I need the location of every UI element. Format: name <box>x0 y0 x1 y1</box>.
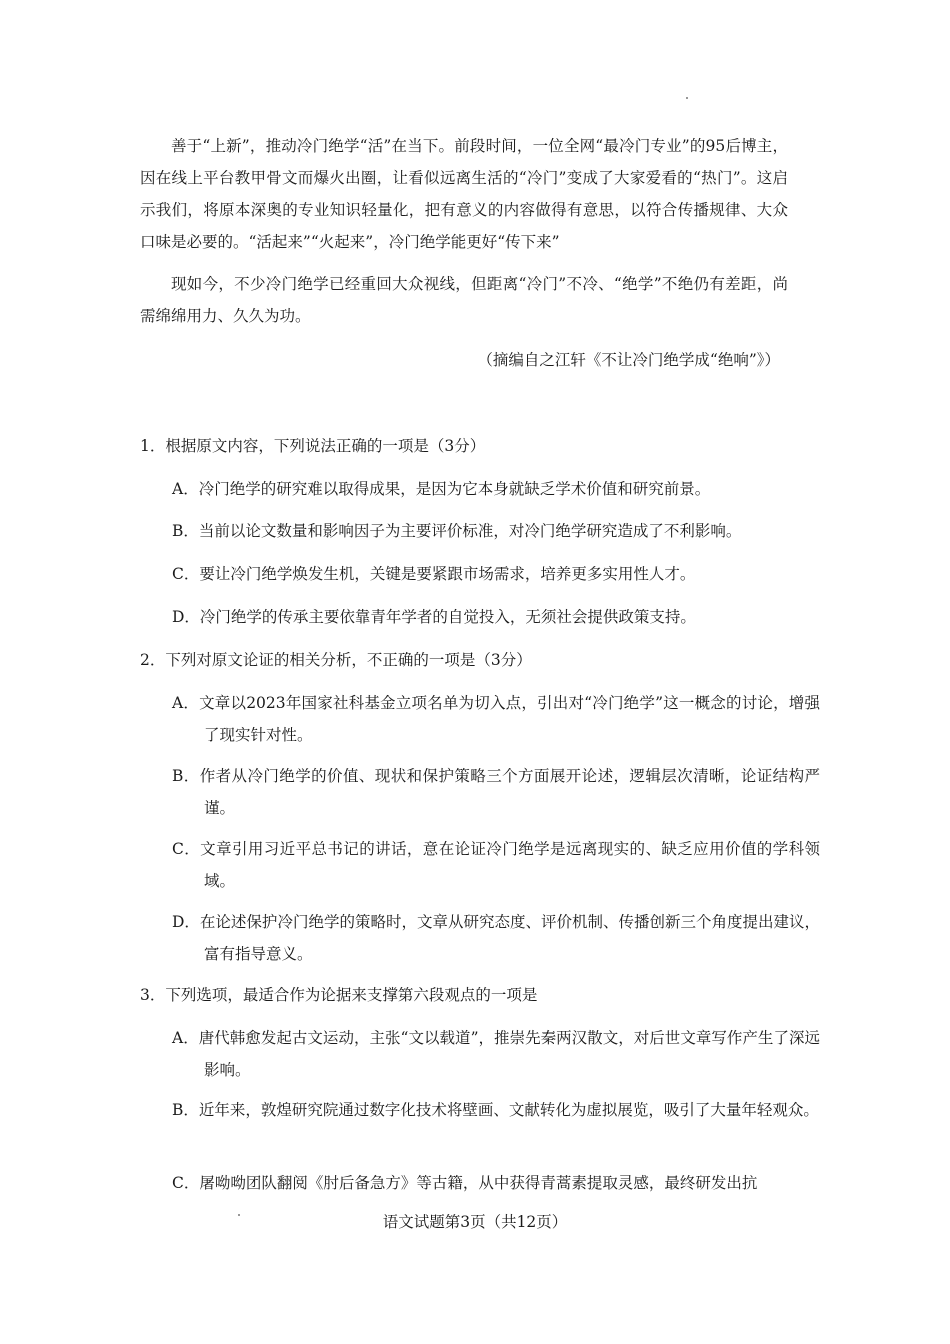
question-3-stem: 3．下列选项，最适合作为论据来支撑第六段观点的一项是 <box>140 986 538 1004</box>
scan-dot-top <box>686 97 688 99</box>
page-footer: 语文试题第3页（共12页） <box>382 1213 568 1231</box>
question-3-option-c: C．屠呦呦团队翻阅《肘后备急方》等古籍，从中获得青蒿素提取灵感，最终研发出抗 <box>172 1174 758 1192</box>
question-1-option-b: B．当前以论文数量和影响因子为主要评价标准，对冷门绝学研究造成了不利影响。 <box>172 522 742 540</box>
question-3-option-b: B．近年来，敦煌研究院通过数字化技术将壁画、文献转化为虚拟展览，吸引了大量年轻观众。 <box>172 1101 819 1119</box>
question-1-option-a: A．冷门绝学的研究难以取得成果，是因为它本身就缺乏学术价值和研究前景。 <box>172 480 711 498</box>
passage-paragraph-2: 现如今，不少冷门绝学已经重回大众视线，但距离“冷门”不冷、“绝学”不绝仍有差距，尚需绵绵用力、久久为功。 <box>140 275 788 325</box>
question-2-option-a: A．文章以2023年国家社科基金立项名单为切入点，引出对“冷门绝学”这一概念的讨论，增强了现实针对性。 <box>172 694 820 744</box>
question-3-option-a: A．唐代韩愈发起古文运动，主张“文以载道”，推崇先秦两汉散文，对后世文章写作产生了深远影响。 <box>172 1029 820 1079</box>
question-1-option-c: C．要让冷门绝学焕发生机，关键是要紧跟市场需求，培养更多实用性人才。 <box>172 565 696 583</box>
question-2-option-c: C．文章引用习近平总书记的讲话，意在论证冷门绝学是远离现实的、缺乏应用价值的学科领域。 <box>172 840 820 890</box>
question-1-stem: 1．根据原文内容，下列说法正确的一项是（3分） <box>140 437 486 455</box>
question-2-option-b: B．作者从冷门绝学的价值、现状和保护策略三个方面展开论述，逻辑层次清晰，论证结构严谨。 <box>172 767 820 817</box>
question-2-stem: 2．下列对原文论证的相关分析，不正确的一项是（3分） <box>140 651 532 669</box>
passage-source: （摘编自之江轩《不让冷门绝学成“绝响”》） <box>477 351 780 369</box>
passage-paragraph-1: 善于“上新”，推动冷门绝学“活”在当下。前段时间，一位全网“最冷门专业”的95后博主，因在线上平台教甲骨文而爆火出圈，让看似远离生活的“冷门”变成了大家爱看的“热门”。这启示我们，将原本深奥的专业知识轻量化，把有意义的内容做得有意思，以符合传播规律、大众口味是必要的。“活起来”“火起来”，冷门绝学能更好“传下来” <box>140 137 788 251</box>
question-1-option-d: D．冷门绝学的传承主要依靠青年学者的自觉投入，无须社会提供政策支持。 <box>172 608 696 626</box>
question-2-option-d: D．在论述保护冷门绝学的策略时，文章从研究态度、评价机制、传播创新三个角度提出建议，富有指导意义。 <box>172 913 820 963</box>
